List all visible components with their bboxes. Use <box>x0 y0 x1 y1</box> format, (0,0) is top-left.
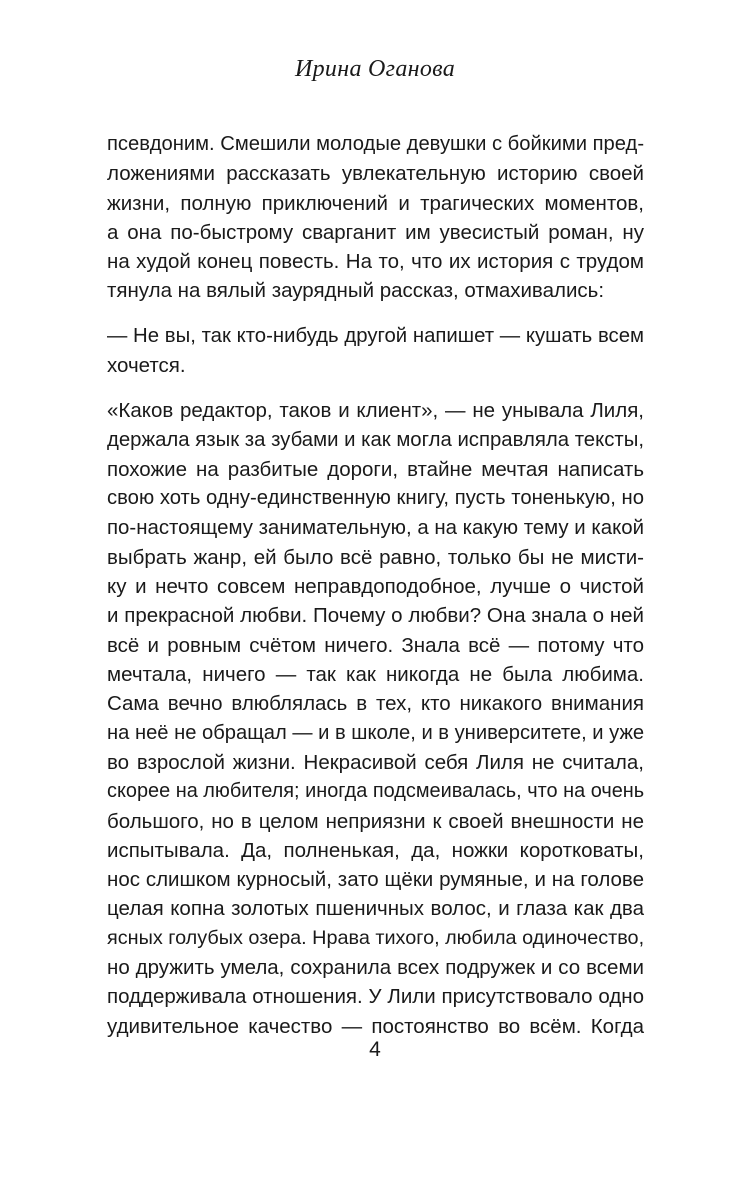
text-line: поддерживала отношения. У Лили присутствовало одно <box>107 985 644 1009</box>
text-line: ложениями рассказать увлекательную историю своей <box>107 162 644 186</box>
paragraph-3 <box>107 396 644 1041</box>
running-head-author: Ирина Оганова <box>295 56 455 82</box>
text-line: псевдоним. Смешили молодые девушки с бойкими пред- <box>107 133 645 155</box>
text-line: хочется. <box>107 354 186 378</box>
text-line: — Не вы, так кто-нибудь другой напишет — кушать всем <box>107 324 644 347</box>
paragraph-1 <box>107 130 644 306</box>
text-line: выбрать жанр, ей было всё равно, только бы не мисти- <box>107 545 644 569</box>
text-line: и прекрасной любви. Почему о любви? Она знала о ней <box>107 604 644 628</box>
text-line: целая копна золотых пшеничных волос, и глаза как два <box>107 897 644 921</box>
paragraph-2-dialogue <box>107 322 644 381</box>
text-line: большого, но в целом неприязни к своей внешности не <box>107 809 644 833</box>
text-line: скорее на любителя; иногда подсмеивалась, что на очень <box>107 780 645 803</box>
text-line: но дружить умела, сохранила всех подружек и со всеми <box>107 956 644 980</box>
text-line: тянула на вялый заурядный рассказ, отмахивались: <box>107 279 605 303</box>
text-line: всё и ровным счётом ничего. Знала всё — потому что <box>107 633 644 657</box>
text-line: а она по-быстрому сварганит им увесистый роман, ну <box>107 220 644 244</box>
text-line: испытывала. Да, полненькая, да, ножки коротковаты, <box>107 838 644 862</box>
text-line: ку и нечто совсем неправдоподобное, лучше о чистой <box>107 575 644 599</box>
text-line: удивительное качество — постоянство во всём. Когда <box>107 1014 644 1038</box>
text-line: по-настоящему занимательную, а на какую тему и какой <box>107 516 644 539</box>
text-line: на худой конец повесть. На то, что их история с трудом <box>107 250 644 274</box>
text-line: во взрослой жизни. Некрасивой себя Лиля не считала, <box>107 750 644 774</box>
text-line: свою хоть одну-единственную книгу, пусть тоненькую, но <box>107 487 644 510</box>
body-text <box>107 130 644 1041</box>
text-line: ясных голубых озера. Нрава тихого, любила одиночество, <box>107 926 645 949</box>
text-line: нос слишком курносый, зато щёки румяные, и на голове <box>107 868 644 892</box>
text-line: Сама вечно влюблялась в тех, кто никакого внимания <box>107 692 644 716</box>
text-line: на неё не обращал — и в школе, и в университете, и уже <box>107 721 645 744</box>
text-line: похожие на разбитые дороги, втайне мечтая написать <box>107 457 644 481</box>
text-line: держала язык за зубами и как могла исправляла тексты, <box>107 428 644 451</box>
text-line: мечтала, ничего — так как никогда не была любима. <box>107 663 644 687</box>
text-line: «Каков редактор, таков и клиент», — не унывала Лиля, <box>107 399 644 423</box>
page-number: 4 <box>369 1038 381 1061</box>
text-line: жизни, полную приключений и трагических моментов, <box>107 191 644 215</box>
